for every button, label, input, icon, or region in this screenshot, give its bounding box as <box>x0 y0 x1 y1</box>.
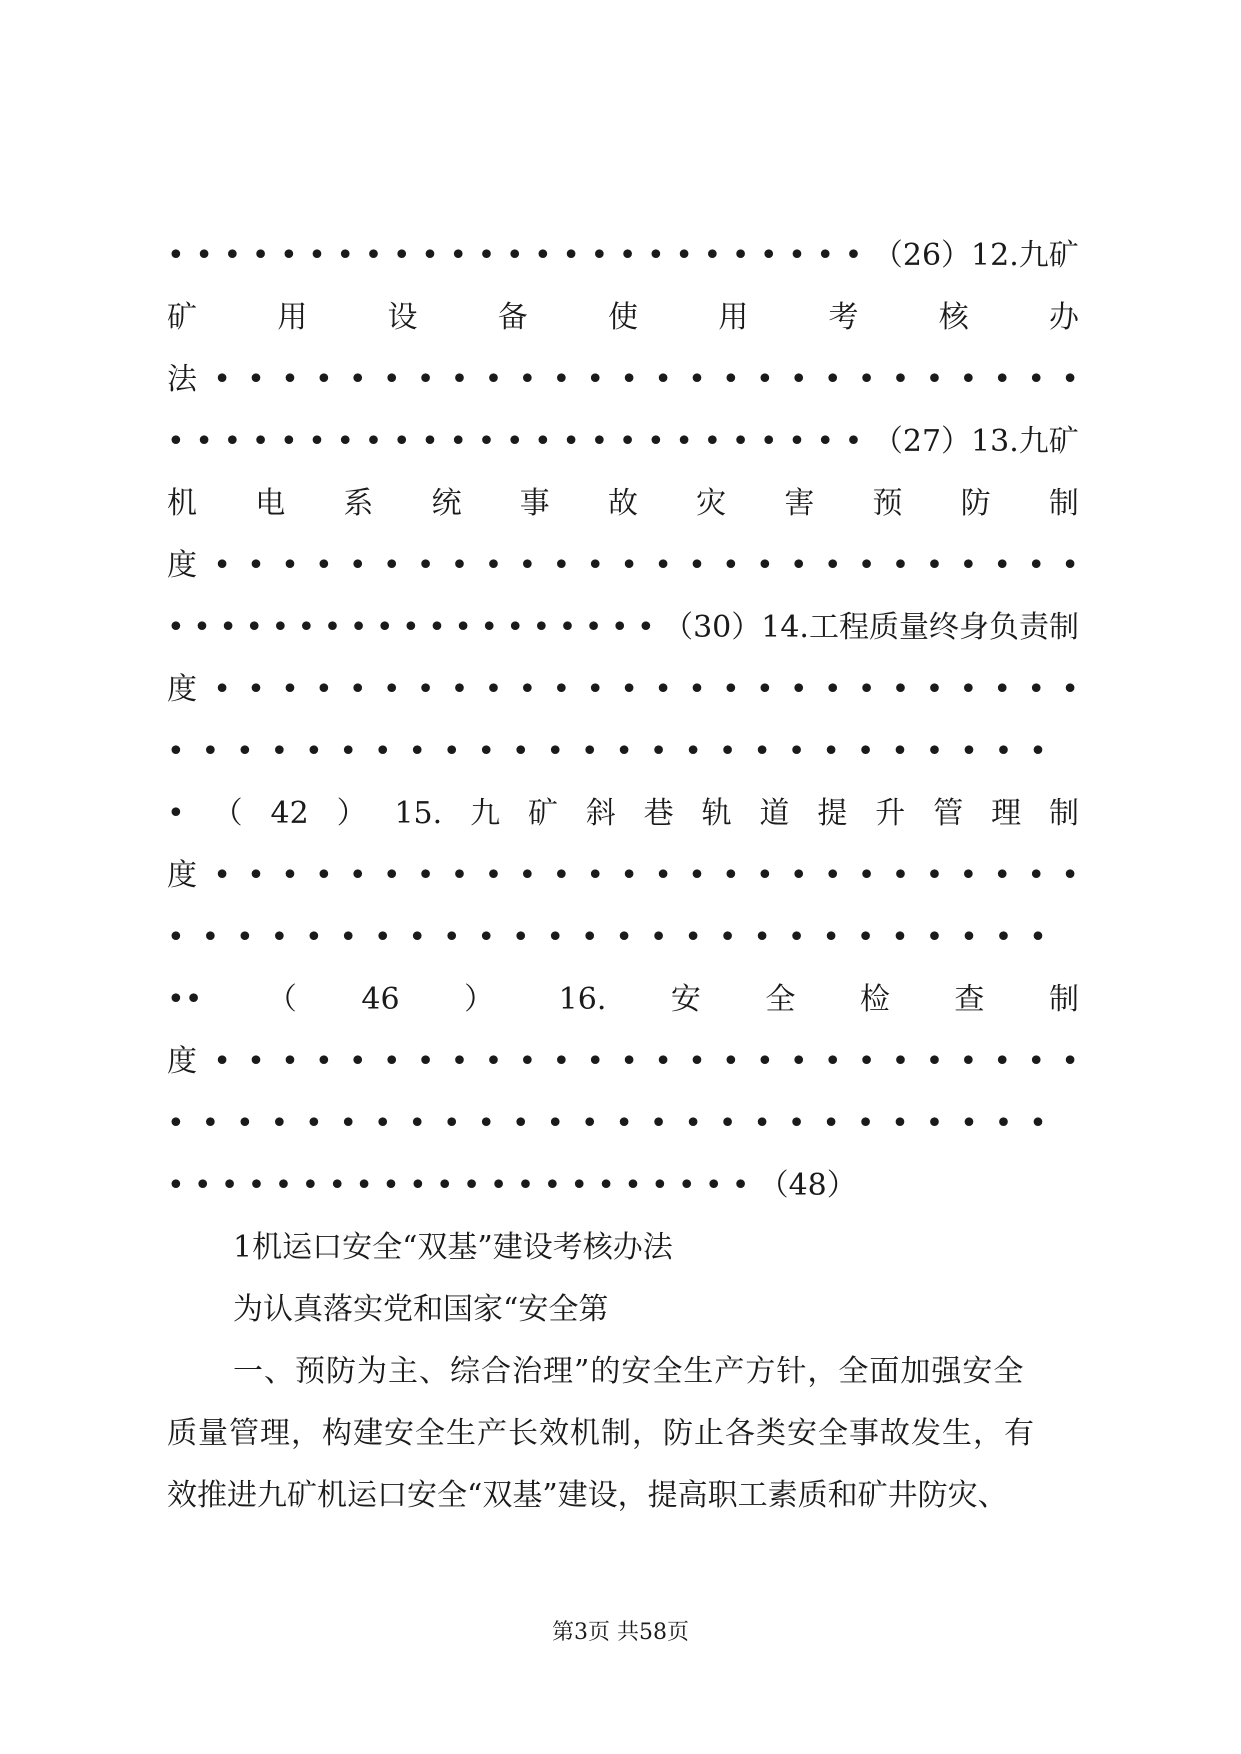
toc-page-ref: （26）12.九矿 <box>872 238 1079 273</box>
toc-dots: • <box>731 238 750 273</box>
paragraph-line: 质量管理，构建安全生产长效机制，防止各类安全事故发生，有 <box>167 1416 1035 1451</box>
toc-dots: • <box>195 238 213 273</box>
toc-line <box>167 225 1079 287</box>
toc-page-ref: （30）14.工程质量终身负责制 <box>663 610 1079 645</box>
toc-line: • • • • • • • • • • • • • • • • • • • • • • • • • • <box>167 920 1047 955</box>
toc-dots: • <box>279 238 298 273</box>
toc-dots: • <box>449 238 468 273</box>
toc-line: 法 • • • • • • • • • • • • • • • • • • • • • • • • • • <box>167 362 1079 397</box>
toc-line: • （ 42 ） 15. 九 矿 斜 巷 轨 道 提 升 管 理 制 <box>167 796 1079 831</box>
page-footer: 第3页 共58页 <box>552 1620 689 1645</box>
toc-line: 度 • • • • • • • • • • • • • • • • • • • • • • • • • • <box>167 548 1079 583</box>
toc-line: 机 电 系 统 事 故 灾 害 预 防 制 <box>167 486 1079 521</box>
toc-dots: • <box>646 238 665 273</box>
toc-dots: • <box>421 238 439 273</box>
toc-page-ref: （48） <box>758 1168 857 1203</box>
toc-dots: • <box>590 238 609 273</box>
toc-dots: • <box>562 238 580 273</box>
toc-dots: • <box>618 238 637 273</box>
paragraph-line: 效推进九矿机运口安全“双基”建设，提高职工素质和矿井防灾、 <box>167 1478 1008 1513</box>
toc-line: •• （ 46 ） 16. 安 全 检 查 制 <box>167 982 1079 1017</box>
toc-dots: • <box>675 238 693 273</box>
toc-dots: • <box>392 238 411 273</box>
toc-dots: • <box>336 238 355 273</box>
toc-line: 度 • • • • • • • • • • • • • • • • • • • • • • • • • • <box>167 858 1079 893</box>
toc-line: • • • • • • • • • • • • • • • • • • • • • • • • • • <box>167 1106 1047 1141</box>
toc-line: 度 • • • • • • • • • • • • • • • • • • • • • • • • • • <box>167 1044 1079 1079</box>
toc-dots: • <box>703 238 722 273</box>
toc-dots: • <box>251 238 270 273</box>
toc-line: 矿 用 设 备 使 用 考 核 办 <box>167 300 1079 335</box>
toc-dots: • <box>844 238 863 273</box>
toc-dots: • <box>816 238 835 273</box>
toc-line: 度 • • • • • • • • • • • • • • • • • • • • • • • • • • <box>167 672 1079 707</box>
toc-dots: • <box>477 238 496 273</box>
toc-dots: • <box>534 238 552 273</box>
toc-dots: • <box>308 238 326 273</box>
toc-dots: • <box>364 238 383 273</box>
paragraph-line: 为认真落实党和国家“安全第 <box>233 1292 609 1327</box>
toc-dots: • <box>505 238 524 273</box>
toc-dots: • <box>167 238 185 273</box>
toc-line: • • • • • • • • • • • • • • • • • • • • • • （48） <box>167 1155 857 1217</box>
toc-dots: • <box>759 238 778 273</box>
toc-dots: • <box>223 238 242 273</box>
toc-page-ref: （27）13.九矿 <box>872 424 1079 459</box>
toc-line: • • • • • • • • • • • • • • • • • • • • • • • • • • <box>167 734 1047 769</box>
toc-line: • • • • • • • • • • • • • • • • • • • （30）14.工程质量终身负责制 <box>167 597 1079 659</box>
toc-line: • • • • • • • • • • • • • • • • • • • • • • • • • （27）13.九矿 <box>167 411 1079 473</box>
section-heading: 1机运口安全“双基”建设考核办法 <box>233 1230 673 1265</box>
toc-dots: • <box>788 238 806 273</box>
paragraph-line: 一、预防为主、综合治理”的安全生产方针，全面加强安全 <box>233 1354 1025 1389</box>
